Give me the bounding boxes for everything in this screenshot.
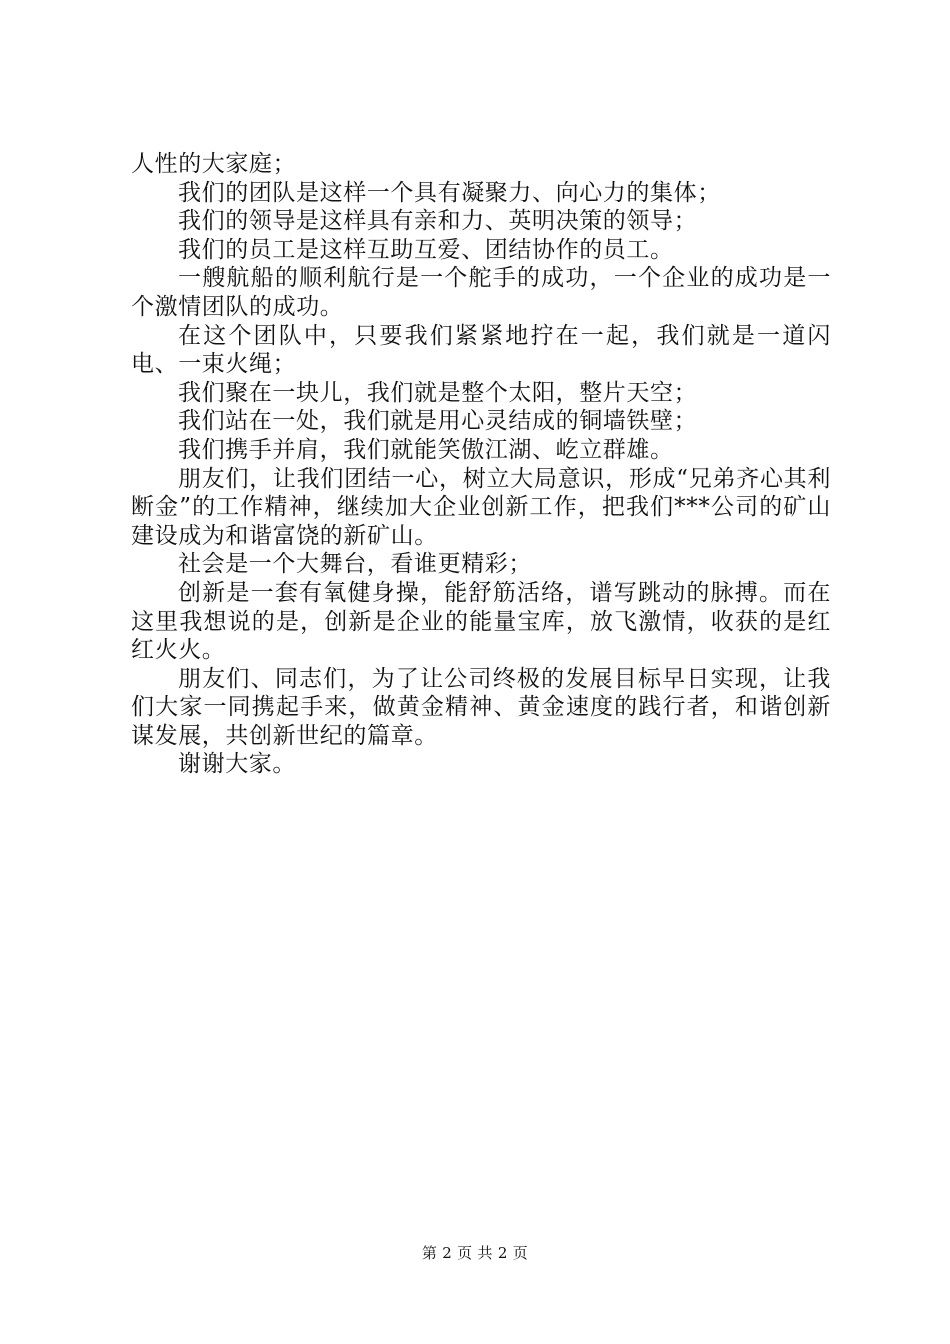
- paragraph-3: 我们的领导是这样具有亲和力、英明决策的领导；: [178, 208, 698, 235]
- paragraph-13: 朋友们、同志们，为了让公司终极的发展目标早日实现，让我们大家一同携起手来，做黄金精神、黄金速度的践行者，和谐创新谋发展，共创新世纪的篇章。: [131, 665, 831, 749]
- paragraph-7: 我们聚在一块儿，我们就是整个太阳，整片天空；: [178, 379, 698, 406]
- paragraph-5: 一艘航船的顺利航行是一个舵手的成功，一个企业的成功是一个激情团队的成功。: [131, 265, 831, 320]
- paragraph-9: 我们携手并肩，我们就能笑傲江湖、屹立群雄。: [178, 436, 674, 463]
- paragraph-4: 我们的员工是这样互助互爱、团结协作的员工。: [178, 236, 674, 263]
- paragraph-8: 我们站在一处，我们就是用心灵结成的铜墙铁壁；: [178, 408, 698, 435]
- paragraph-11: 社会是一个大舞台，看谁更精彩；: [178, 551, 532, 578]
- page-number-footer: 第 2 页 共 2 页: [421, 1244, 529, 1262]
- paragraph-10: 朋友们，让我们团结一心，树立大局意识，形成“兄弟齐心其利断金”的工作精神，继续加大企业创新工作，把我们***公司的矿山建设成为和谐富饶的新矿山。: [131, 465, 831, 549]
- paragraph-1: 人性的大家庭；: [131, 151, 297, 177]
- paragraph-6: 在这个团队中，只要我们紧紧地拧在一起，我们就是一道闪电、一束火绳；: [131, 322, 831, 378]
- paragraph-12: 创新是一套有氧健身操，能舒筋活络，谱写跳动的脉搏。而在这里我想说的是，创新是企业的能量宝库，放飞激情，收获的是红红火火。: [131, 579, 831, 664]
- paragraph-14: 谢谢大家。: [178, 751, 296, 778]
- paragraph-2: 我们的团队是这样一个具有凝聚力、向心力的集体；: [178, 179, 721, 206]
- document-body: [131, 150, 831, 779]
